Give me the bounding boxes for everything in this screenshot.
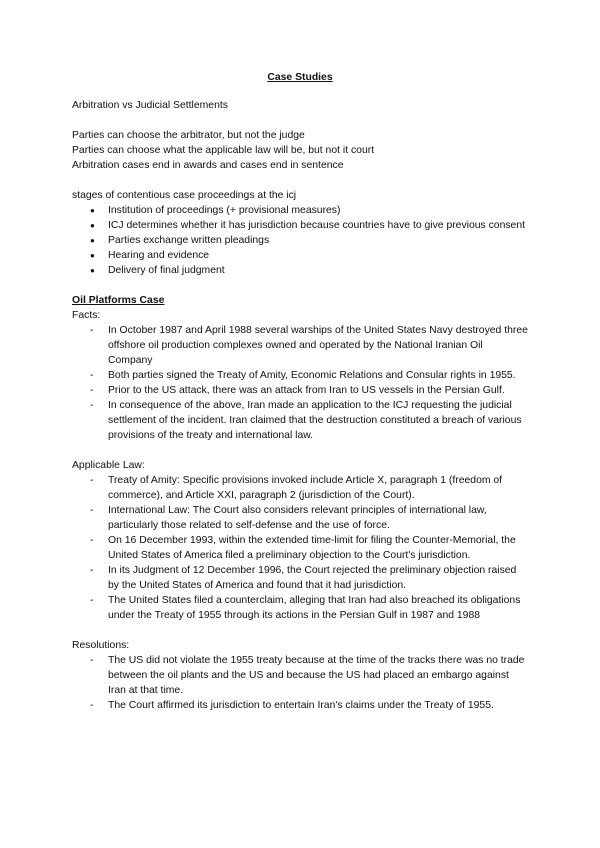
list-item: - The US did not violate the 1955 treaty because at the time of the tracks there was no trade between the oil plants and the US and because the US had placed an embargo against Iran at that time. <box>90 655 525 696</box>
bullet-marker: ● <box>90 251 95 260</box>
list-item: - On 16 December 1993, within the extended time-limit for filing the Counter-Memorial, the United States of America filed a preliminary objection to the Court's jurisdiction. <box>90 535 516 561</box>
list-item: - Prior to the US attack, there was an attack from Iran to US vessels in the Persian Gulf. <box>90 385 505 396</box>
intro-heading: Arbitration vs Judicial Settlements <box>72 100 228 111</box>
dash-marker: - <box>90 325 94 336</box>
list-item: - In its Judgment of 12 December 1996, the Court rejected the preliminary objection raised by the United States of America and found that it had jurisdiction. <box>90 565 517 591</box>
facts-label: Facts: <box>72 310 101 321</box>
list-item: - Treaty of Amity: Specific provisions invoked include Article X, paragraph 1 (freedom of commerce), and Article XXI, paragraph 2 (jurisdiction of the Court). <box>90 475 503 501</box>
list-item: ● Institution of proceedings (+ provisional measures) <box>90 205 341 216</box>
stages-list <box>72 203 528 278</box>
list-item: ● Hearing and evidence <box>90 250 210 261</box>
document-page <box>72 70 528 713</box>
facts-list <box>72 323 528 443</box>
dash-marker: - <box>90 595 94 606</box>
list-item: - Both parties signed the Treaty of Amity, Economic Relations and Consular rights in 1955. <box>90 370 516 381</box>
law-list <box>72 473 528 623</box>
dash-marker: - <box>90 655 94 666</box>
law-label: Applicable Law: <box>72 460 145 471</box>
dash-marker: - <box>90 370 94 381</box>
dash-marker: - <box>90 385 94 396</box>
dash-marker: - <box>90 535 94 546</box>
bullet-marker: ● <box>90 266 95 275</box>
intro-line-law: Parties can choose what the applicable law will be, but not it court <box>72 145 375 156</box>
dash-marker: - <box>90 505 94 516</box>
dash-marker: - <box>90 700 94 711</box>
list-item: - In consequence of the above, Iran made an application to the ICJ requesting the judicial settlement of the incident. Iran claimed that the destruction constituted a breach of various provisions of the treaty and international law. <box>90 400 522 441</box>
intro-line-arbitrator: Parties can choose the arbitrator, but not the judge <box>72 130 305 141</box>
bullet-marker: ● <box>90 236 95 245</box>
dash-marker: - <box>90 400 94 411</box>
intro-line-awards: Arbitration cases end in awards and cases end in sentence <box>72 160 344 171</box>
oil-case-heading: Oil Platforms Case <box>72 295 165 306</box>
resolutions-label: Resolutions: <box>72 640 130 651</box>
dash-marker: - <box>90 565 94 576</box>
document-title: Case Studies <box>267 72 333 83</box>
resolutions-list <box>72 653 528 713</box>
list-item: ● Delivery of final judgment <box>90 265 225 276</box>
list-item: ● ICJ determines whether it has jurisdiction because countries have to give previous consent <box>90 220 526 231</box>
bullet-marker: ● <box>90 221 95 230</box>
list-item: - The United States filed a counterclaim, alleging that Iran had also breached its obligations under the Treaty of 1955 through its actions in the Persian Gulf in 1987 and 1988 <box>90 595 521 621</box>
bullet-marker: ● <box>90 206 95 215</box>
list-item: - International Law: The Court also considers relevant principles of international law, particularly those related to self-defense and the use of force. <box>90 505 487 531</box>
dash-marker: - <box>90 475 94 486</box>
list-item: - In October 1987 and April 1988 several warships of the United States Navy destroyed three offshore oil production complexes owned and operated by the National Iranian Oil Company <box>90 325 528 366</box>
stages-label: stages of contentious case proceedings at the icj <box>72 190 297 201</box>
list-item: ● Parties exchange written pleadings <box>90 235 270 246</box>
list-item: - The Court affirmed its jurisdiction to entertain Iran's claims under the Treaty of 1955. <box>90 700 494 711</box>
